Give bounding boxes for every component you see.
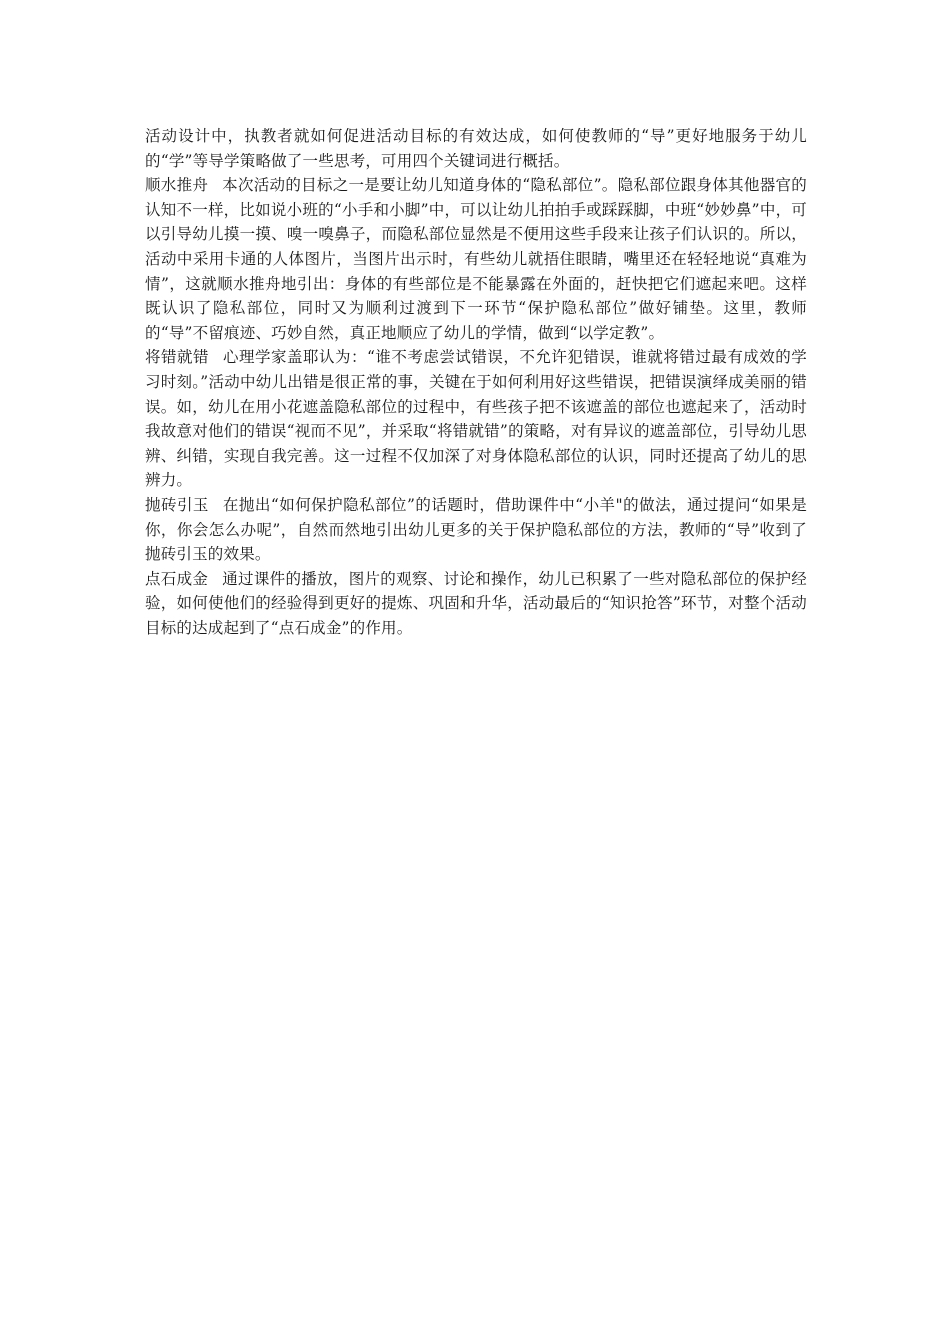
document-body bbox=[145, 124, 807, 640]
section-paozhuan bbox=[145, 493, 807, 567]
section-heading: 将错就错 bbox=[145, 348, 209, 367]
section-jiangcuo bbox=[145, 345, 807, 493]
section-body: 心理学家盖耶认为：“谁不考虑尝试错误，不允许犯错误，谁就将错过最有成效的学习时刻。”活动中幼儿出错是很正常的事，关键在于如何利用好这些错误，把错误演绎成美丽的错误。如，幼儿在用小花遮盖隐私部位的过程中，有些孩子把不该遮盖的部位也遮起来了，活动时我故意对他们的错误“视而不见”，并采取“将错就错”的策略，对有异议的遮盖部位，引导幼儿思辨、纠错，实现自我完善。这一过程不仅加深了对身体隐私部位的认识，同时还提高了幼儿的思辨力。 bbox=[145, 348, 808, 490]
section-heading: 顺水推舟 bbox=[145, 176, 209, 195]
section-body: 在抛出“如何保护隐私部位”的话题时，借助课件中“小羊"的做法，通过提问“如果是你，你会怎么办呢”，自然而然地引出幼儿更多的关于保护隐私部位的方法，教师的“导”收到了抛砖引玉的效果。 bbox=[145, 495, 807, 564]
section-heading: 点石成金 bbox=[145, 569, 209, 588]
section-dianshi bbox=[145, 567, 807, 641]
section-heading: 抛砖引玉 bbox=[145, 495, 209, 514]
section-body: 通过课件的播放，图片的观察、讨论和操作，幼儿已积累了一些对隐私部位的保护经验，如何使他们的经验得到更好的提炼、巩固和升华，活动最后的“知识抢答”环节，对整个活动目标的达成起到了“点石成金”的作用。 bbox=[145, 569, 807, 637]
section-shunshui bbox=[145, 173, 807, 345]
section-body: 本次活动的目标之一是要让幼儿知道身体的“隐私部位”。隐私部位跟身体其他器官的认知不一样，比如说小班的“小手和小脚”中，可以让幼儿拍拍手或踩踩脚，中班“妙妙鼻”中，可以引导幼儿摸一摸、嗅一嗅鼻子，而隐私部位显然是不便用这些手段来让孩子们认识的。所以，活动中采用卡通的人体图片，当图片出示时，有些幼儿就捂住眼睛，嘴里还在轻轻地说“真难为情”，这就顺水推舟地引出：身体的有些部位是不能暴露在外面的，赶快把它们遮起来吧。这样既认识了隐私部位，同时又为顺利过渡到下一环节“保护隐私部位”做好铺垫。这里，教师的“导”不留痕迹、巧妙自然，真正地顺应了幼儿的学情，做到“以学定教”。 bbox=[145, 176, 807, 342]
intro-paragraph: 活动设计中，执教者就如何促进活动目标的有效达成，如何使教师的“导”更好地服务于幼儿的“学”等导学策略做了一些思考，可用四个关键词进行概括。 bbox=[145, 127, 807, 170]
